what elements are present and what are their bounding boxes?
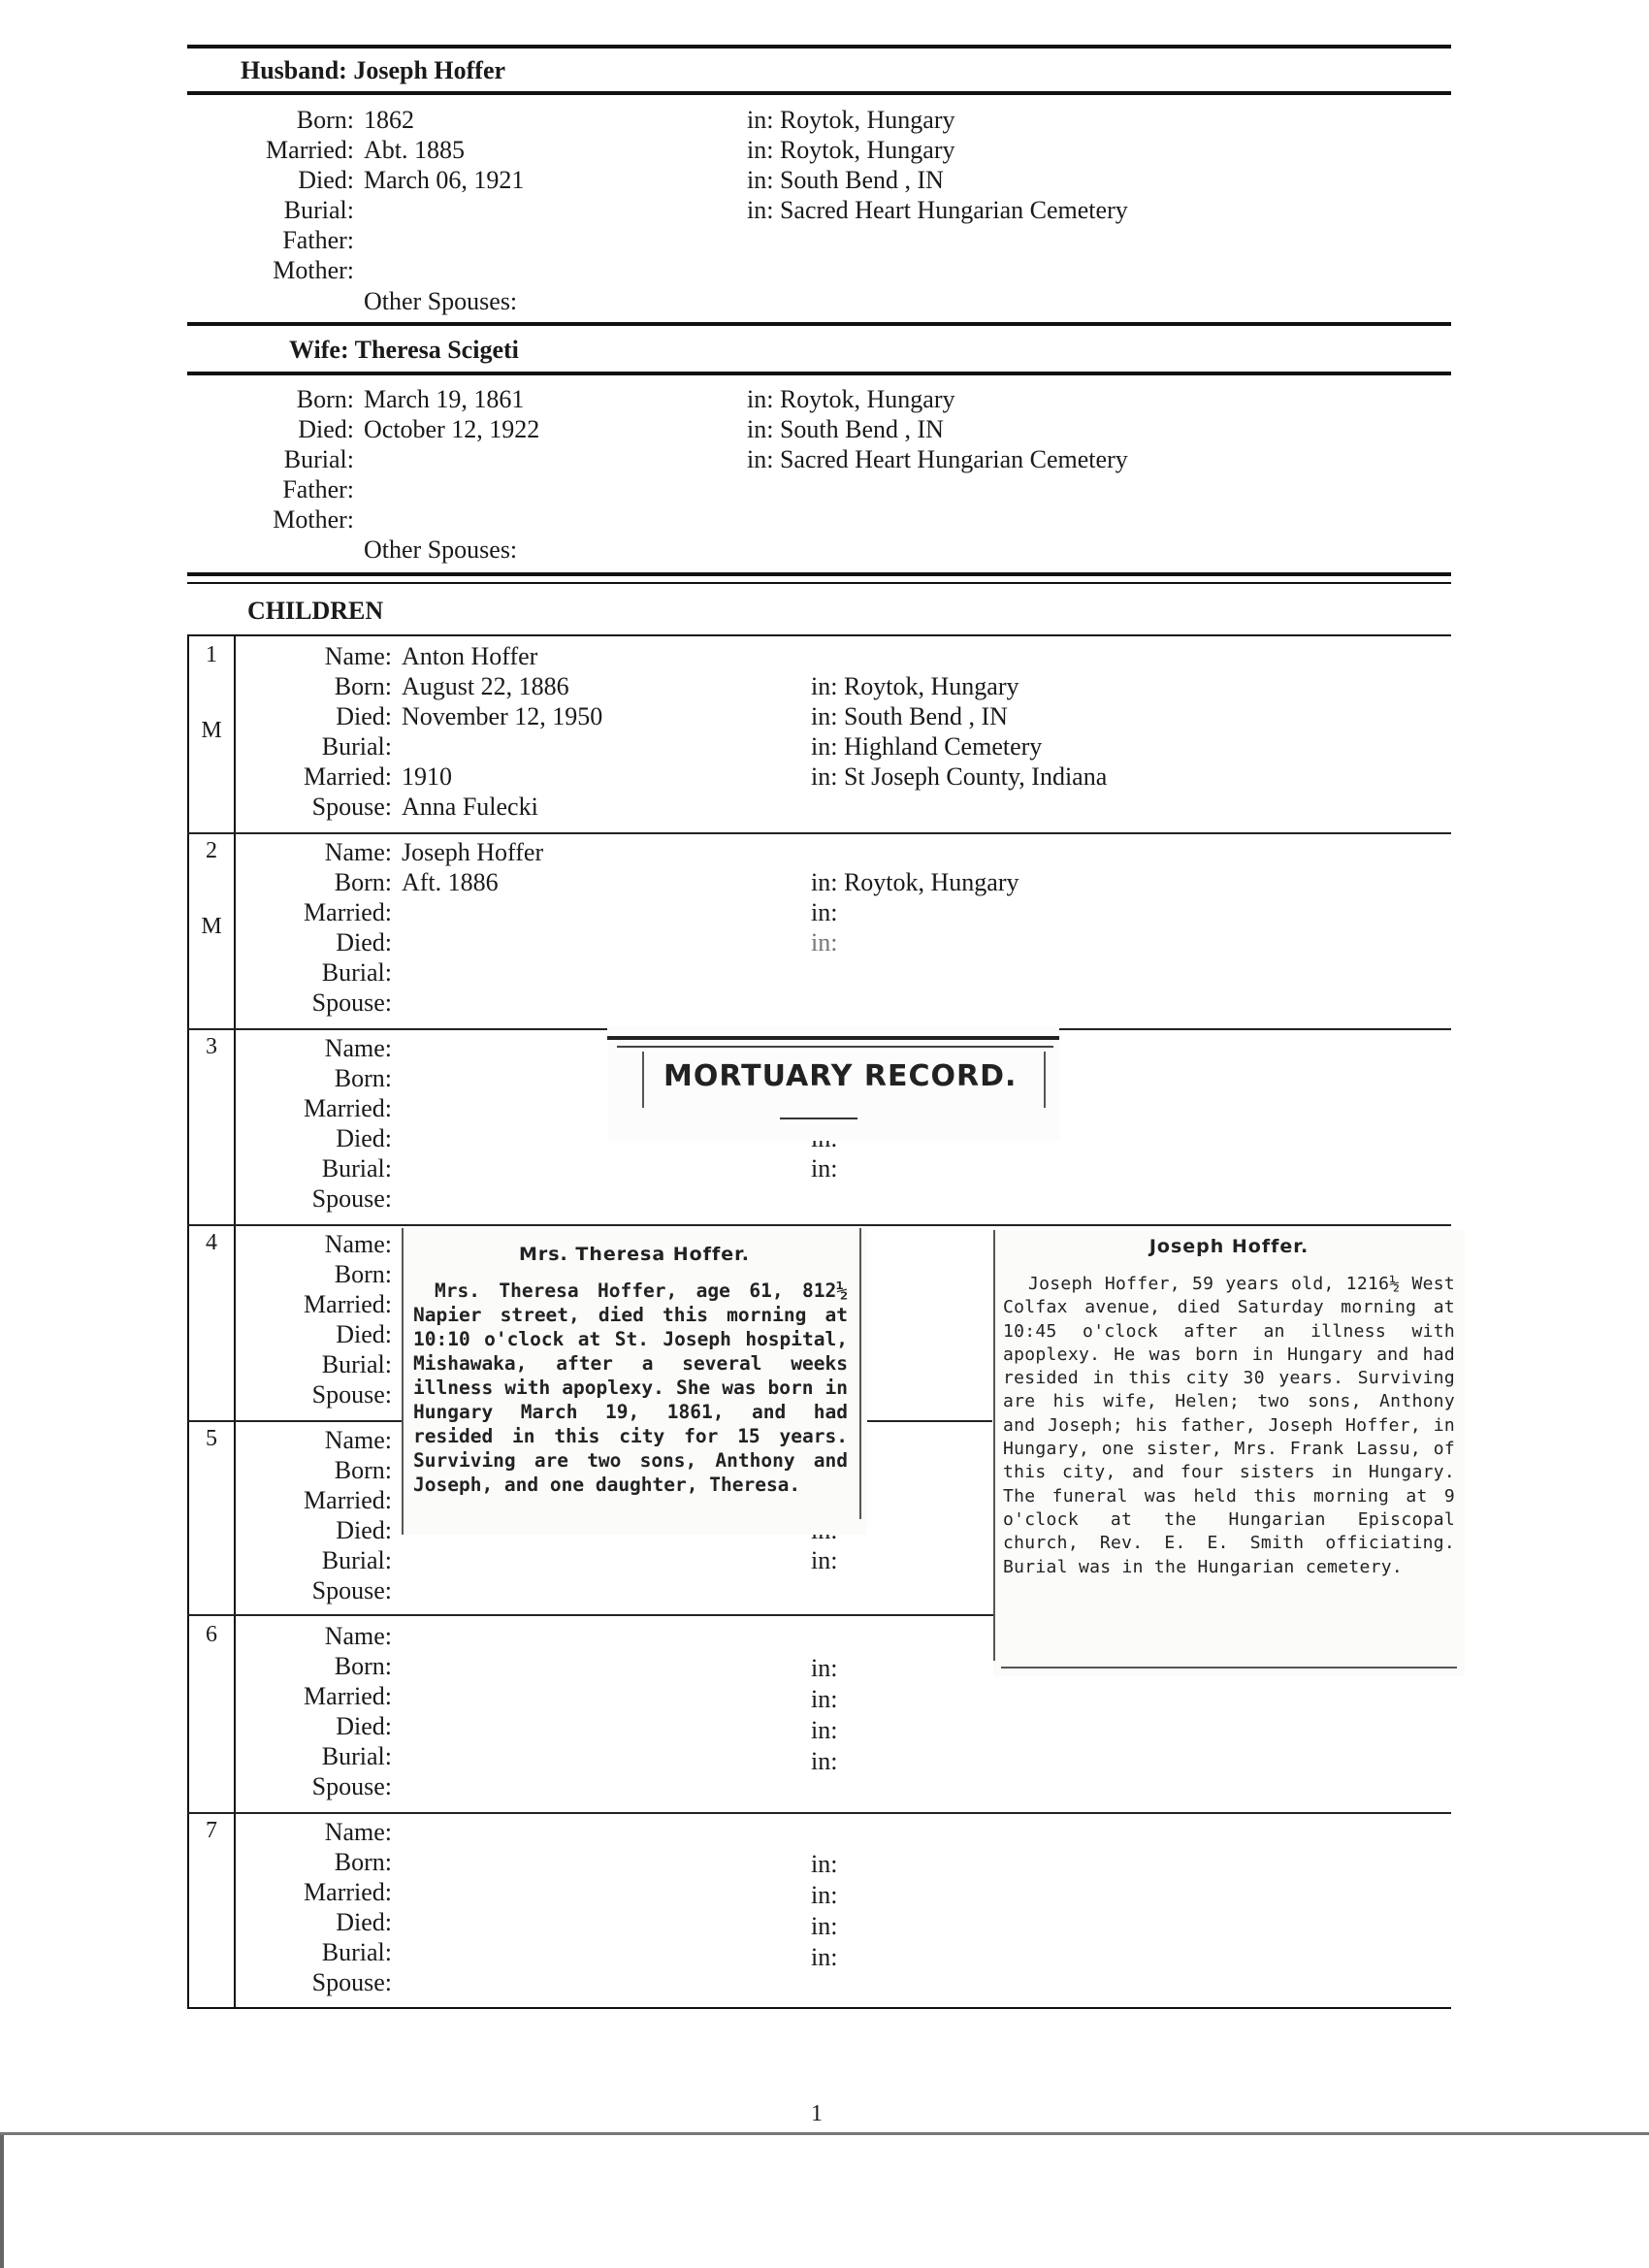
page-number: 1 [811, 2101, 823, 2126]
child-label: Burial: [321, 958, 392, 987]
table-column-divider [234, 634, 236, 2009]
wife-died-value: October 12, 1922 [364, 415, 540, 443]
husband-born-place: in: Roytok, Hungary [747, 106, 955, 134]
wife-other-spouses: Other Spouses: [364, 535, 518, 564]
clipping-border [642, 1052, 644, 1108]
row-separator [187, 1224, 1451, 1226]
child-place: in: [811, 1654, 838, 1682]
husband-heading-label: Husband: [241, 56, 347, 84]
child-value: Anna Fulecki [402, 793, 538, 821]
child-label: Born: [334, 1652, 392, 1680]
child-label: Born: [334, 1064, 392, 1092]
husband-father-label: Father: [282, 226, 354, 254]
wife-father-label: Father: [282, 475, 354, 503]
husband-died-place: in: South Bend , IN [747, 166, 944, 194]
child-label: Burial: [321, 732, 392, 761]
clipping-rule [780, 1118, 857, 1119]
wife-name: Theresa Scigeti [354, 336, 519, 364]
rule [187, 45, 1451, 49]
child-label: Born: [334, 1456, 392, 1484]
husband-married-place: in: Roytok, Hungary [747, 136, 955, 164]
child-place: in: [811, 928, 838, 956]
child-number: 4 [206, 1230, 217, 1255]
clipping-border [859, 1228, 861, 1519]
table-bottom-border [187, 2007, 1451, 2009]
child-label: Burial: [321, 1350, 392, 1378]
row-separator [187, 1812, 1451, 1814]
child-label: Died: [336, 1516, 392, 1544]
child-place: in: [811, 1850, 838, 1878]
child-label: Name: [324, 1622, 392, 1650]
child-label: Married: [304, 1878, 392, 1906]
husband-born-value: 1862 [364, 106, 414, 134]
husband-burial-label: Burial: [283, 196, 354, 224]
rule [187, 322, 1451, 326]
rule [187, 634, 1451, 636]
wife-mother-label: Mother: [273, 505, 354, 534]
wife-died-place: in: South Bend , IN [747, 415, 944, 443]
child-place: in: Roytok, Hungary [811, 868, 1019, 896]
child-sex: M [201, 718, 222, 743]
mortuary-record-clipping [607, 1026, 1059, 1141]
clipping-rule [617, 1046, 1053, 1048]
wife-born-value: March 19, 1861 [364, 385, 525, 413]
child-number: 3 [206, 1034, 217, 1059]
row-separator [187, 832, 1451, 834]
clipping-rule [1001, 1667, 1457, 1669]
child-label: Married: [304, 762, 392, 791]
child-place: in: [811, 1747, 838, 1775]
child-label: Name: [324, 642, 392, 670]
child-label: Spouse: [311, 1772, 392, 1800]
clipping-rule [607, 1036, 1059, 1040]
child-place: in: [811, 1154, 838, 1183]
children-heading: CHILDREN [247, 597, 384, 625]
rule [187, 372, 1451, 375]
child-label: Died: [336, 1124, 392, 1152]
rule [187, 572, 1451, 576]
wife-heading-label: Wife: [289, 336, 349, 364]
clipping-border [993, 1230, 995, 1661]
child-label: Spouse: [311, 1184, 392, 1213]
child-value: Joseph Hoffer [402, 838, 544, 866]
husband-burial-place: in: Sacred Heart Hungarian Cemetery [747, 196, 1128, 224]
clipping-title: Joseph Hoffer. [1148, 1236, 1310, 1257]
mortuary-heading: MORTUARY RECORD. [663, 1059, 1018, 1093]
child-sex: M [201, 914, 222, 939]
child-label: Born: [334, 672, 392, 700]
scan-edge [0, 2132, 1649, 2135]
wife-born-place: in: Roytok, Hungary [747, 385, 955, 413]
child-label: Burial: [321, 1546, 392, 1574]
child-label: Burial: [321, 1742, 392, 1770]
child-value: November 12, 1950 [402, 702, 603, 730]
child-label: Name: [324, 838, 392, 866]
child-label: Spouse: [311, 1576, 392, 1604]
child-label: Married: [304, 1682, 392, 1710]
joseph-obituary-clipping [993, 1230, 1465, 1676]
husband-heading [241, 56, 505, 85]
child-label: Name: [324, 1426, 392, 1454]
husband-name: Joseph Hoffer [353, 56, 506, 84]
child-place: in: [811, 1685, 838, 1713]
child-label: Spouse: [311, 1380, 392, 1409]
child-number: 2 [206, 838, 217, 863]
clipping-border [402, 1228, 404, 1535]
clipping-title: Mrs. Theresa Hoffer. [518, 1244, 751, 1265]
child-label: Name: [324, 1818, 392, 1846]
husband-died-value: March 06, 1921 [364, 166, 525, 194]
child-number: 6 [206, 1622, 217, 1647]
child-place: in: [811, 1943, 838, 1971]
child-label: Died: [336, 1908, 392, 1936]
child-place: in: [811, 898, 838, 926]
child-value: Aft. 1886 [402, 868, 499, 896]
child-label: Married: [304, 1094, 392, 1122]
husband-born-label: Born: [296, 106, 354, 134]
husband-mother-label: Mother: [273, 256, 354, 284]
rule [187, 91, 1451, 95]
child-label: Married: [304, 1486, 392, 1514]
child-label: Name: [324, 1034, 392, 1062]
child-label: Died: [336, 702, 392, 730]
child-label: Born: [334, 1260, 392, 1288]
child-label: Spouse: [311, 988, 392, 1017]
wife-heading [289, 336, 519, 365]
child-place: in: [811, 1546, 838, 1574]
child-label: Died: [336, 1320, 392, 1348]
child-place: in: [811, 1912, 838, 1940]
child-label: Spouse: [311, 1968, 392, 1996]
wife-burial-place: in: Sacred Heart Hungarian Cemetery [747, 445, 1128, 473]
child-label: Born: [334, 868, 392, 896]
child-place: in: Highland Cemetery [811, 732, 1043, 761]
child-place: in: [811, 1881, 838, 1909]
rule [187, 582, 1451, 584]
child-label: Died: [336, 1712, 392, 1740]
child-value: August 22, 1886 [402, 672, 569, 700]
child-label: Spouse: [311, 793, 392, 821]
clipping-body: Joseph Hoffer, 59 years old, 1216½ West Colfax avenue, died Saturday morning at 10:45 o'clock after an illness with apoplexy. He was born in Hungary and had resided in this city 30 years. Surviving are his wife, Helen; two sons, Anthony and Joseph; his father, Joseph Hoffer, in Hungary, one sister, Mrs. Frank Lassu, of this city, and four sisters in Hungary. The funeral was held this morning at 9 o'clock at the Hungarian Episcopal church, Rev. E. E. Smith officiating. Burial was in the Hungarian cemetery. [1003, 1274, 1455, 1577]
theresa-obituary-clipping [402, 1228, 867, 1535]
wife-born-label: Born: [296, 385, 354, 413]
child-label: Burial: [321, 1938, 392, 1966]
child-label: Born: [334, 1848, 392, 1876]
child-place: in: Roytok, Hungary [811, 672, 1019, 700]
wife-died-label: Died: [298, 415, 354, 443]
husband-married-value: Abt. 1885 [364, 136, 465, 164]
wife-burial-label: Burial: [283, 445, 354, 473]
husband-married-label: Married: [266, 136, 354, 164]
child-place: in: St Joseph County, Indiana [811, 762, 1108, 791]
clipping-border [1044, 1052, 1046, 1108]
child-label: Name: [324, 1230, 392, 1258]
table-left-border [187, 634, 189, 2009]
husband-other-spouses: Other Spouses: [364, 287, 518, 315]
child-value: Anton Hoffer [402, 642, 538, 670]
child-label: Married: [304, 898, 392, 926]
child-value: 1910 [402, 762, 452, 791]
husband-died-label: Died: [298, 166, 354, 194]
child-number: 5 [206, 1426, 217, 1451]
child-number: 1 [206, 642, 217, 667]
child-place: in: South Bend , IN [811, 702, 1008, 730]
child-label: Died: [336, 928, 392, 956]
child-label: Burial: [321, 1154, 392, 1183]
child-place: in: [811, 1716, 838, 1744]
child-number: 7 [206, 1818, 217, 1843]
clipping-body: Mrs. Theresa Hoffer, age 61, 812½ Napier street, died this morning at 10:10 o'clock at St. Joseph hospital, Mishawaka, after a several weeks illness with apoplexy. She was born in Hungary March 19, 1861, and had resided in this city for 15 years. Surviving are two sons, Anthony and Joseph, and one daughter, Theresa. [413, 1280, 848, 1496]
child-label: Married: [304, 1290, 392, 1318]
scan-edge [0, 2135, 4, 2268]
